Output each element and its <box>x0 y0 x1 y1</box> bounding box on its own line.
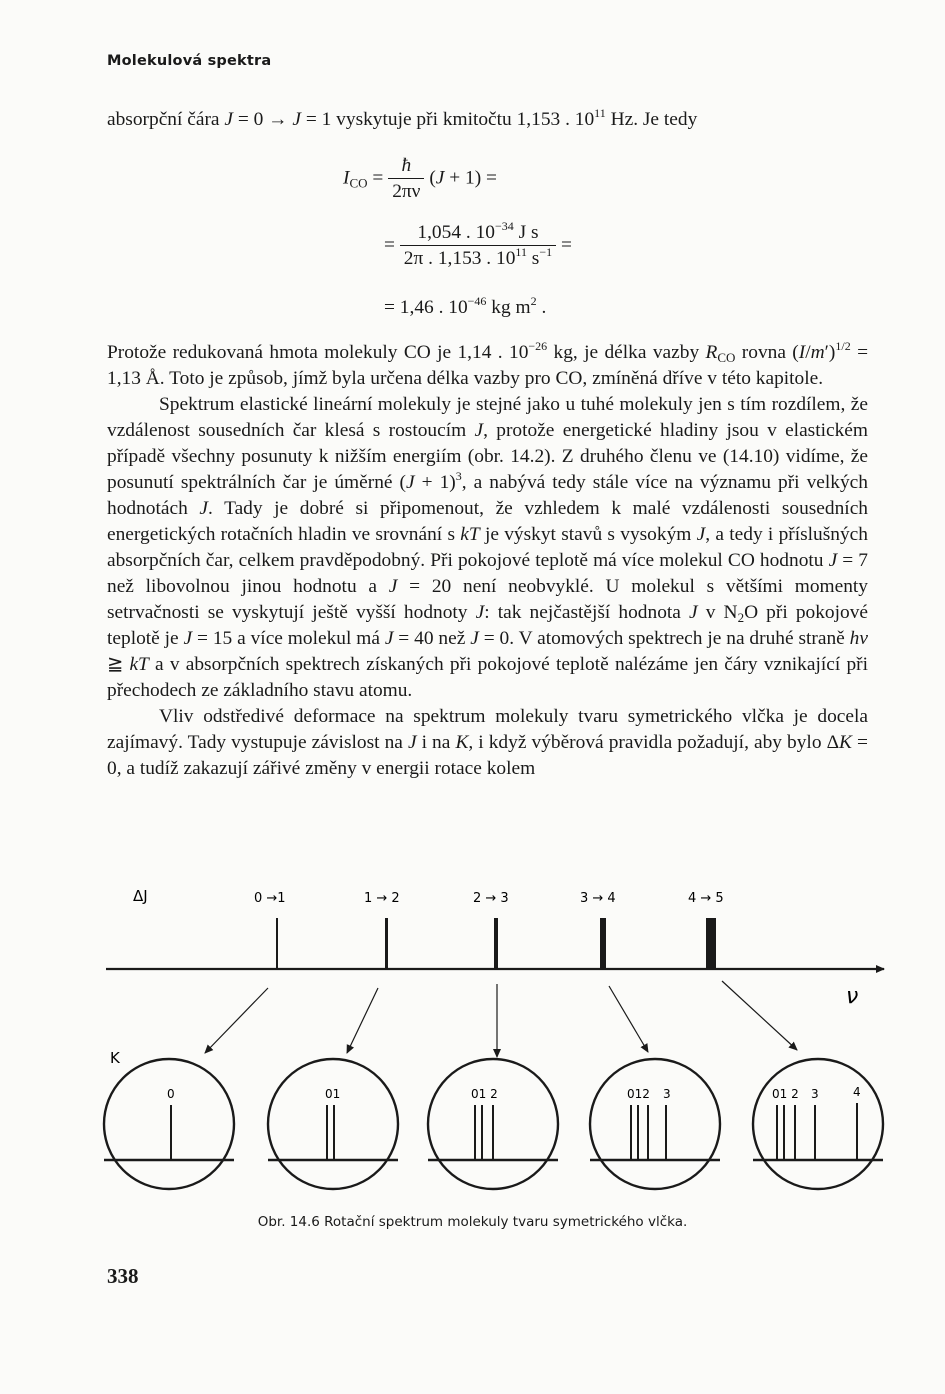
svg-text:01: 01 <box>325 1087 341 1101</box>
figure-caption: Obr. 14.6 Rotační spektrum molekuly tvaru symetrického vlčka. <box>257 1214 688 1230</box>
equation-line-1: $I_{CO}$ = $\frac{ħ}{2\pi\nu}$ (J + 1) = <box>343 155 497 202</box>
rotational-spectrum-figure <box>0 870 945 1210</box>
transition-label-0-1: 0 →1 <box>254 891 286 906</box>
transition-label-4-5: 4 → 5 <box>688 891 724 906</box>
svg-text:012: 012 <box>627 1087 650 1101</box>
magnified-circle-2 <box>268 1059 398 1189</box>
spectral-line-4-5 <box>706 918 716 969</box>
magnified-circle-5 <box>753 1059 883 1189</box>
body-text <box>107 340 868 782</box>
fraction-hbar-over-2pinu: $\frac{ħ}{2\pi\nu}$ <box>388 155 424 203</box>
arrow-3-4 <box>609 986 648 1052</box>
svg-text:0: 0 <box>167 1087 175 1101</box>
svg-text:01 2: 01 2 <box>471 1087 498 1101</box>
running-header: Molekulová spektra <box>107 53 272 69</box>
axis-label-delta-j: ΔJ <box>133 887 148 905</box>
paragraph-2: Spektrum elastické lineární molekuly je stejné jako u tuhé molekuly jen s tím rozdílem, že vzdálenost sousedních čar klesá s rostoucím J, protože energetické hladiny jsou v elastickém případě všechny posunuty k nižším energiím (obr. 14.2). Z druhého členu ve (14.10) vidíme, že posunutí spektrálních čar je úměrné $(J + 1)^3$, a nabývá tedy stále více na významu při velkých hodnotách J. Tady je dobré si připomenout, že vzhledem k malé vzdálenosti sousedních energetických rotačních hladin ve srovnání s kT je výskyt stavů s vysokým J, a tedy i příslušných absorpčních čar, celkem pravděpodobný. Při pokojové teplotě má více molekul CO hodnotu J = 7 než libovolnou jinou hodnotu a J = 20 není neobvyklé. U molekul s většími momenty setrvačnosti se vyskytují ještě vyšší hodnoty J: tak nejčastější hodnota J v $N_2O$ při pokojové teplotě je J = 15 a více molekul má J = 40 než J = 0. V atomových spektrech je na druhé straně hν ≧ kT a v absorpčních spektrech získaných při pokojové teplotě nalézáme jen čáry vznikající při přechodech ze základního stavu atomu. <box>107 394 869 701</box>
spectral-line-2-3 <box>494 918 498 969</box>
spectral-line-0-1 <box>276 918 278 969</box>
lead-line: absorpční čára J = 0 → J = 1 vyskytuje při kmitočtu 1,153 . $10^{11}$ Hz. Je tedy <box>107 106 698 130</box>
equation-line-3: = 1,46 . $10^{-46}$ kg $m^2$ . <box>384 294 547 318</box>
transition-label-1-2: 1 → 2 <box>364 891 400 906</box>
paragraph-1: Protože redukovaná hmota molekuly CO je 1,14 . $10^{-26}$ kg, je délka vazby $R_{CO}$ rovna $(I/m')^{1/2} = 1,13$ Å. Toto je způsob, jímž byla určena délka vazby pro CO, zmíněná dříve v této kapitole. <box>107 339 869 389</box>
svg-text:4: 4 <box>853 1085 861 1099</box>
fraction-numeric: $\frac{1,054 . 10^{-34} J s}{2\pi . 1,153 . 10^{11} s^{-1}}$ <box>400 222 556 270</box>
arrow-1-2 <box>347 988 378 1053</box>
transition-label-3-4: 3 → 4 <box>580 891 616 906</box>
svg-text:01 2: 01 2 <box>772 1087 799 1101</box>
magnified-circle-3 <box>428 1059 558 1189</box>
magnified-circle-4 <box>590 1059 720 1189</box>
svg-text:3: 3 <box>811 1087 819 1101</box>
spectral-line-3-4 <box>600 918 606 969</box>
arrow-0-1 <box>205 988 268 1053</box>
arrow-4-5 <box>722 981 797 1050</box>
paragraph-3: Vliv odstředivé deformace na spektrum molekuly tvaru symetrického vlčka je docela zajímavý. Tady vystupuje závislost na J i na K, i když výběrová pravidla požadují, aby bylo ΔK = 0, a tudíž zakazují zářivé změny v energii rotace kolem <box>107 706 868 779</box>
axis-label-nu: ν <box>846 984 859 1009</box>
page-number: 338 <box>107 1264 139 1288</box>
transition-label-2-3: 2 → 3 <box>473 891 509 906</box>
svg-text:3: 3 <box>663 1087 671 1101</box>
magnified-circle-1 <box>104 1059 234 1189</box>
equation-line-2: = $\frac{1,054 . 10^{-34} J s}{2\pi . 1,153 . 10^{11} s^{-1}}$ = <box>384 219 572 269</box>
spectral-line-1-2 <box>385 918 388 969</box>
axis-label-k: K <box>110 1049 120 1067</box>
